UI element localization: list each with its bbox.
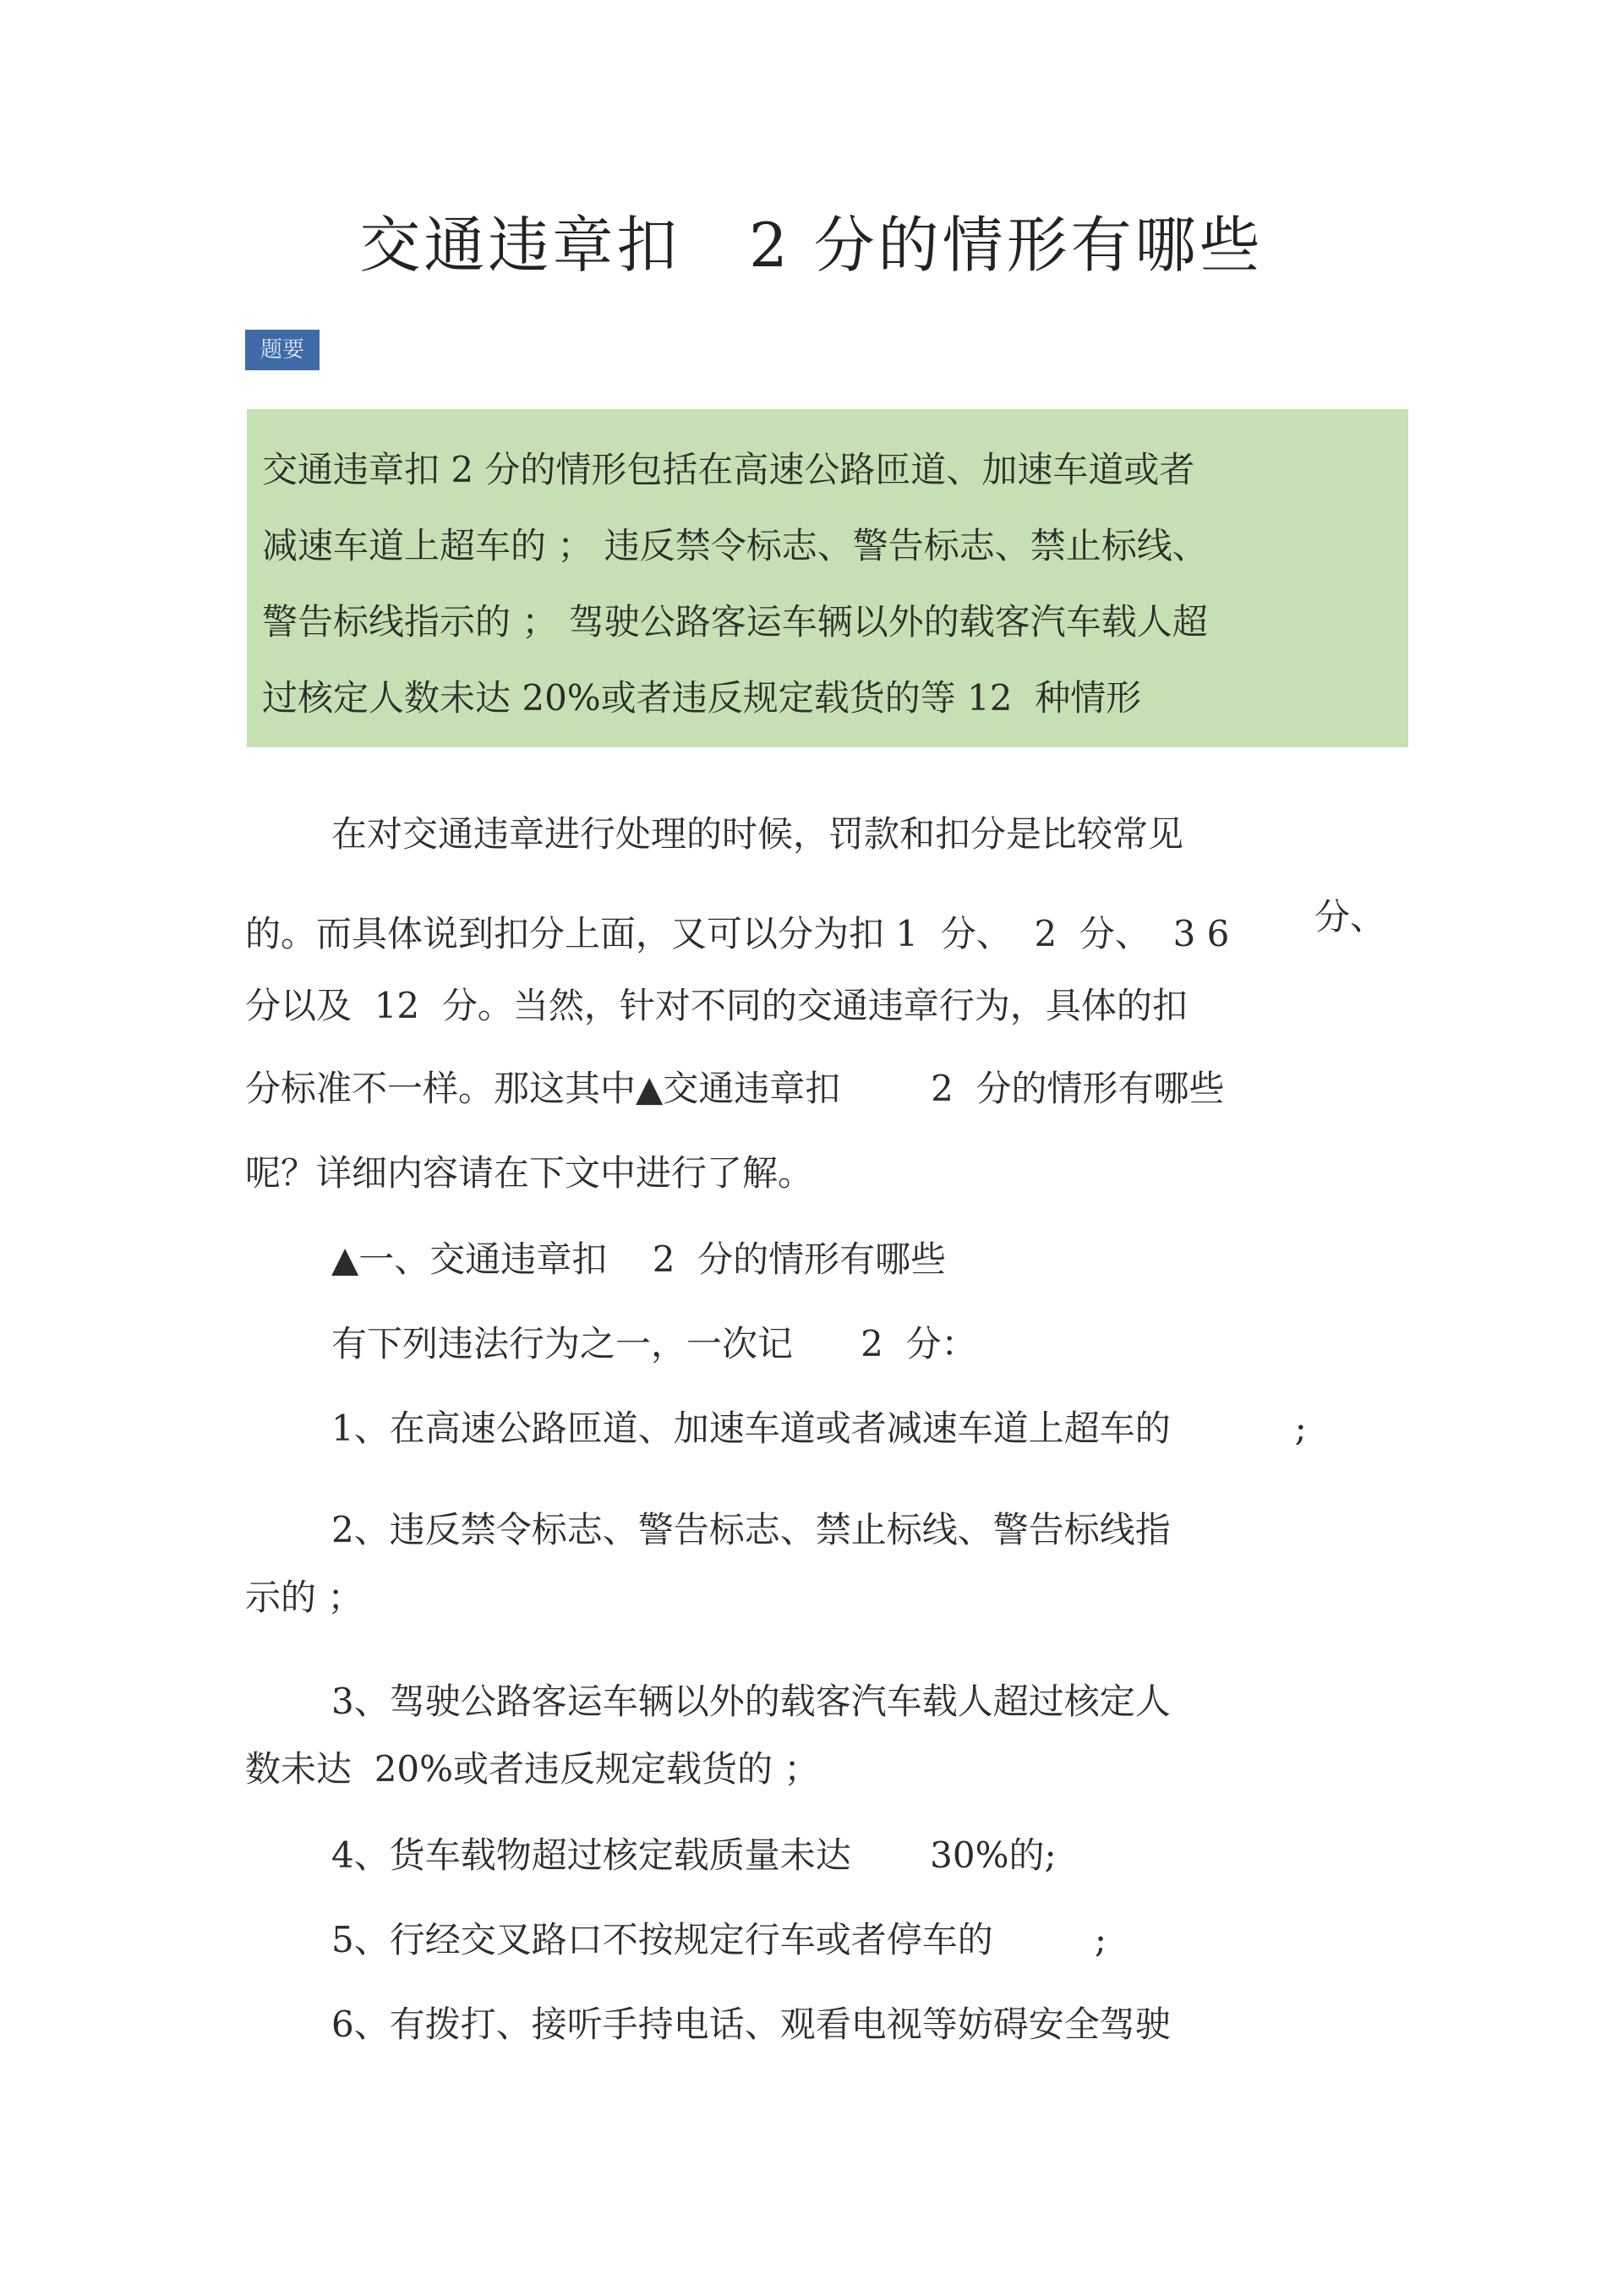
- document-title: 交通违章扣 2 分的情形有哪些: [359, 210, 1264, 281]
- list-item: 3、驾驶公路客运车辆以外的载客汽车载人超过核定人: [331, 1681, 1171, 1722]
- paragraph-line: 分标准不一样。那这其中▲交通违章扣 2 分的情形有哪些: [245, 1068, 1225, 1109]
- list-item: 5、行经交叉路口不按规定行车或者停车的 ;: [331, 1919, 1107, 1960]
- paragraph-line-tail: 分、: [1314, 896, 1386, 938]
- summary-line: 交通违章扣 2 分的情形包括在高速公路匝道、加速车道或者: [262, 449, 1195, 490]
- paragraph-line: 呢？详细内容请在下文中进行了解。: [245, 1152, 814, 1194]
- summary-box: [247, 409, 1408, 747]
- list-item: 6、有拨打、接听手持电话、观看电视等妨碍安全驾驶: [331, 2004, 1171, 2045]
- list-item: 4、货车载物超过核定载质量未达 30%的;: [331, 1834, 1057, 1876]
- summary-line: 警告标线指示的 ； 驾驶公路客运车辆以外的载客汽车载人超: [262, 601, 1208, 642]
- paragraph-line: 分以及 12 分。当然，针对不同的交通违章行为，具体的扣: [245, 985, 1188, 1026]
- paragraph-line: 有下列违法行为之一，一次记 2 分：: [331, 1323, 977, 1364]
- paragraph-line: 的。而具体说到扣分上面，又可以分为扣 1 分、 2 分、 3 6: [245, 913, 1230, 954]
- list-item: 1、在高速公路匝道、加速车道或者减速车道上超车的 ;: [331, 1408, 1307, 1449]
- section-heading: ▲一、交通违章扣 2 分的情形有哪些: [331, 1238, 947, 1280]
- list-item-continuation: 数未达 20%或者违反规定载货的 ；: [245, 1748, 820, 1790]
- summary-tag: 题要: [245, 330, 320, 370]
- summary-line: 过核定人数未达 20%或者违反规定载货的等 12 种情形: [262, 677, 1142, 719]
- list-item-continuation: 示的 ；: [245, 1577, 363, 1618]
- summary-line: 减速车道上超车的 ； 违反禁令标志、警告标志、禁止标线、: [262, 525, 1208, 566]
- list-item: 2、违反禁令标志、警告标志、禁止标线、警告标线指: [331, 1509, 1171, 1550]
- paragraph-line: 在对交通违章进行处理的时候，罚款和扣分是比较常见: [331, 813, 1184, 855]
